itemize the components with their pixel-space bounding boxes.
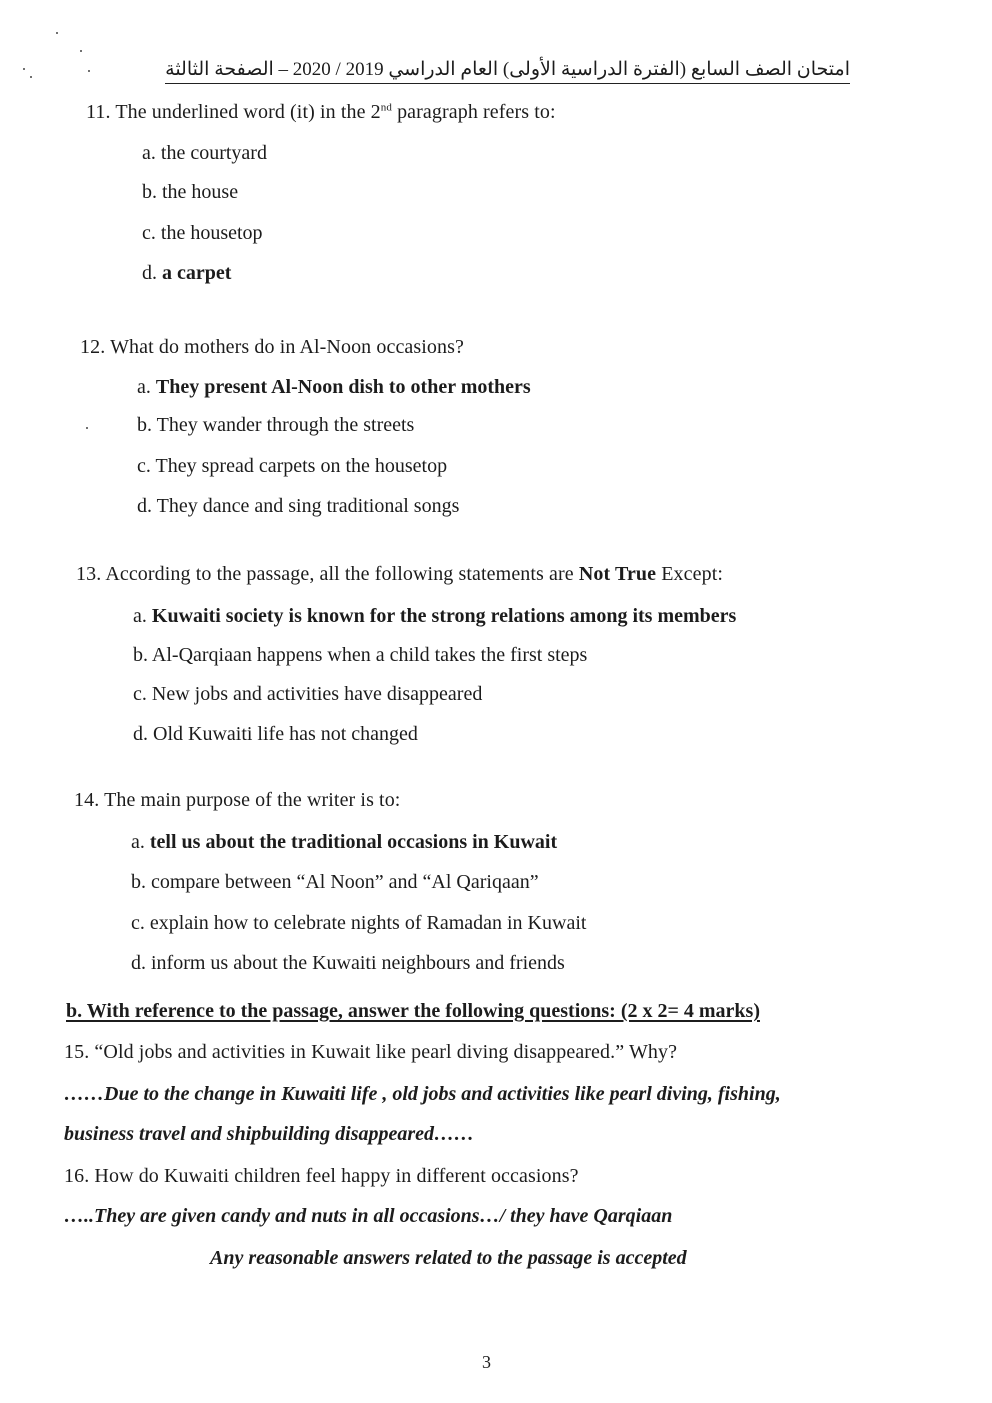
scan-speck: [88, 70, 90, 72]
q16-answer: …..They are given candy and nuts in all occasions…/ they have Qarqiaan: [64, 1205, 673, 1227]
section-b-heading: b. With reference to the passage, answer the following questions: (2 x 2= 4 marks): [66, 1000, 760, 1022]
question-14: [74, 789, 400, 812]
ordinal-suffix: nd: [380, 101, 392, 114]
question-text: How do Kuwaiti children feel happy in different occasions?: [94, 1165, 579, 1187]
q13-option-a: a. Kuwaiti society is known for the strong relations among its members: [133, 605, 737, 627]
question-number: 15.: [64, 1041, 90, 1063]
question-13: [76, 563, 723, 586]
scan-speck: [56, 32, 58, 34]
q13-option-b: b. Al-Qarqiaan happens when a child takes the first steps: [133, 644, 588, 666]
q11-option-c: c. the housetop: [142, 222, 263, 244]
question-16: [64, 1165, 579, 1188]
question-text: “Old jobs and activities in Kuwait like pearl diving disappeared.” Why?: [94, 1041, 678, 1063]
page-number: 3: [482, 1352, 491, 1372]
q11-option-a: a. the courtyard: [142, 142, 267, 164]
question-15: [64, 1041, 677, 1064]
scan-speck: [80, 50, 82, 52]
question-number: 14.: [74, 789, 100, 811]
question-text-end: paragraph refers to:: [391, 101, 556, 123]
q14-option-d: d. inform us about the Kuwaiti neighbours and friends: [131, 952, 565, 974]
question-number: 13.: [76, 563, 102, 585]
q12-option-c: c. They spread carpets on the housetop: [137, 455, 448, 477]
scan-speck: [30, 76, 32, 78]
question-text: The main purpose of the writer is to:: [104, 789, 401, 811]
exam-header: امتحان الصف السابع (الفترة الدراسية الأولى) العام الدراسي 2019 / 2020 – الصفحة الثالثة: [165, 58, 850, 84]
correct-answer: tell us about the traditional occasions in Kuwait: [149, 831, 558, 853]
q12-option-a: a. They present Al-Noon dish to other mothers: [137, 376, 531, 398]
q12-option-d: d. They dance and sing traditional songs: [137, 495, 460, 517]
question-11: [86, 101, 556, 124]
correct-answer: Kuwaiti society is known for the strong relations among its members: [151, 605, 737, 627]
q14-option-c: c. explain how to celebrate nights of Ramadan in Kuwait: [131, 912, 587, 934]
marking-note: Any reasonable answers related to the passage is accepted: [210, 1247, 687, 1269]
question-number: 11.: [86, 101, 111, 123]
question-text: According to the passage, all the following statements are: [105, 563, 579, 585]
question-12: [80, 336, 464, 359]
q14-option-b: b. compare between “Al Noon” and “Al Qariqaan”: [131, 871, 539, 893]
question-text: What do mothers do in Al-Noon occasions?: [110, 336, 464, 358]
correct-answer: a carpet: [162, 262, 232, 284]
question-text: The underlined word (it) in the 2: [115, 101, 381, 123]
question-number: 16.: [64, 1165, 90, 1187]
q12-option-b: b. They wander through the streets: [137, 414, 415, 436]
question-number: 12.: [80, 336, 106, 358]
q11-option-d: d. a carpet: [142, 262, 232, 284]
correct-answer: They present Al-Noon dish to other mothers: [155, 376, 531, 398]
question-text-end: Except:: [656, 563, 724, 585]
scan-speck: [23, 68, 25, 70]
q13-option-d: d. Old Kuwaiti life has not changed: [133, 723, 418, 745]
scan-speck: [86, 427, 88, 429]
q14-option-a: a. tell us about the traditional occasions in Kuwait: [131, 831, 558, 853]
q11-option-b: b. the house: [142, 181, 239, 203]
q15-answer-line-2: business travel and shipbuilding disappeared……: [64, 1123, 475, 1145]
question-emphasis: Not True: [578, 563, 657, 585]
q15-answer-line-1: ……Due to the change in Kuwaiti life , old jobs and activities like pearl diving, fishing,: [64, 1083, 781, 1105]
q13-option-c: c. New jobs and activities have disappeared: [133, 683, 483, 705]
